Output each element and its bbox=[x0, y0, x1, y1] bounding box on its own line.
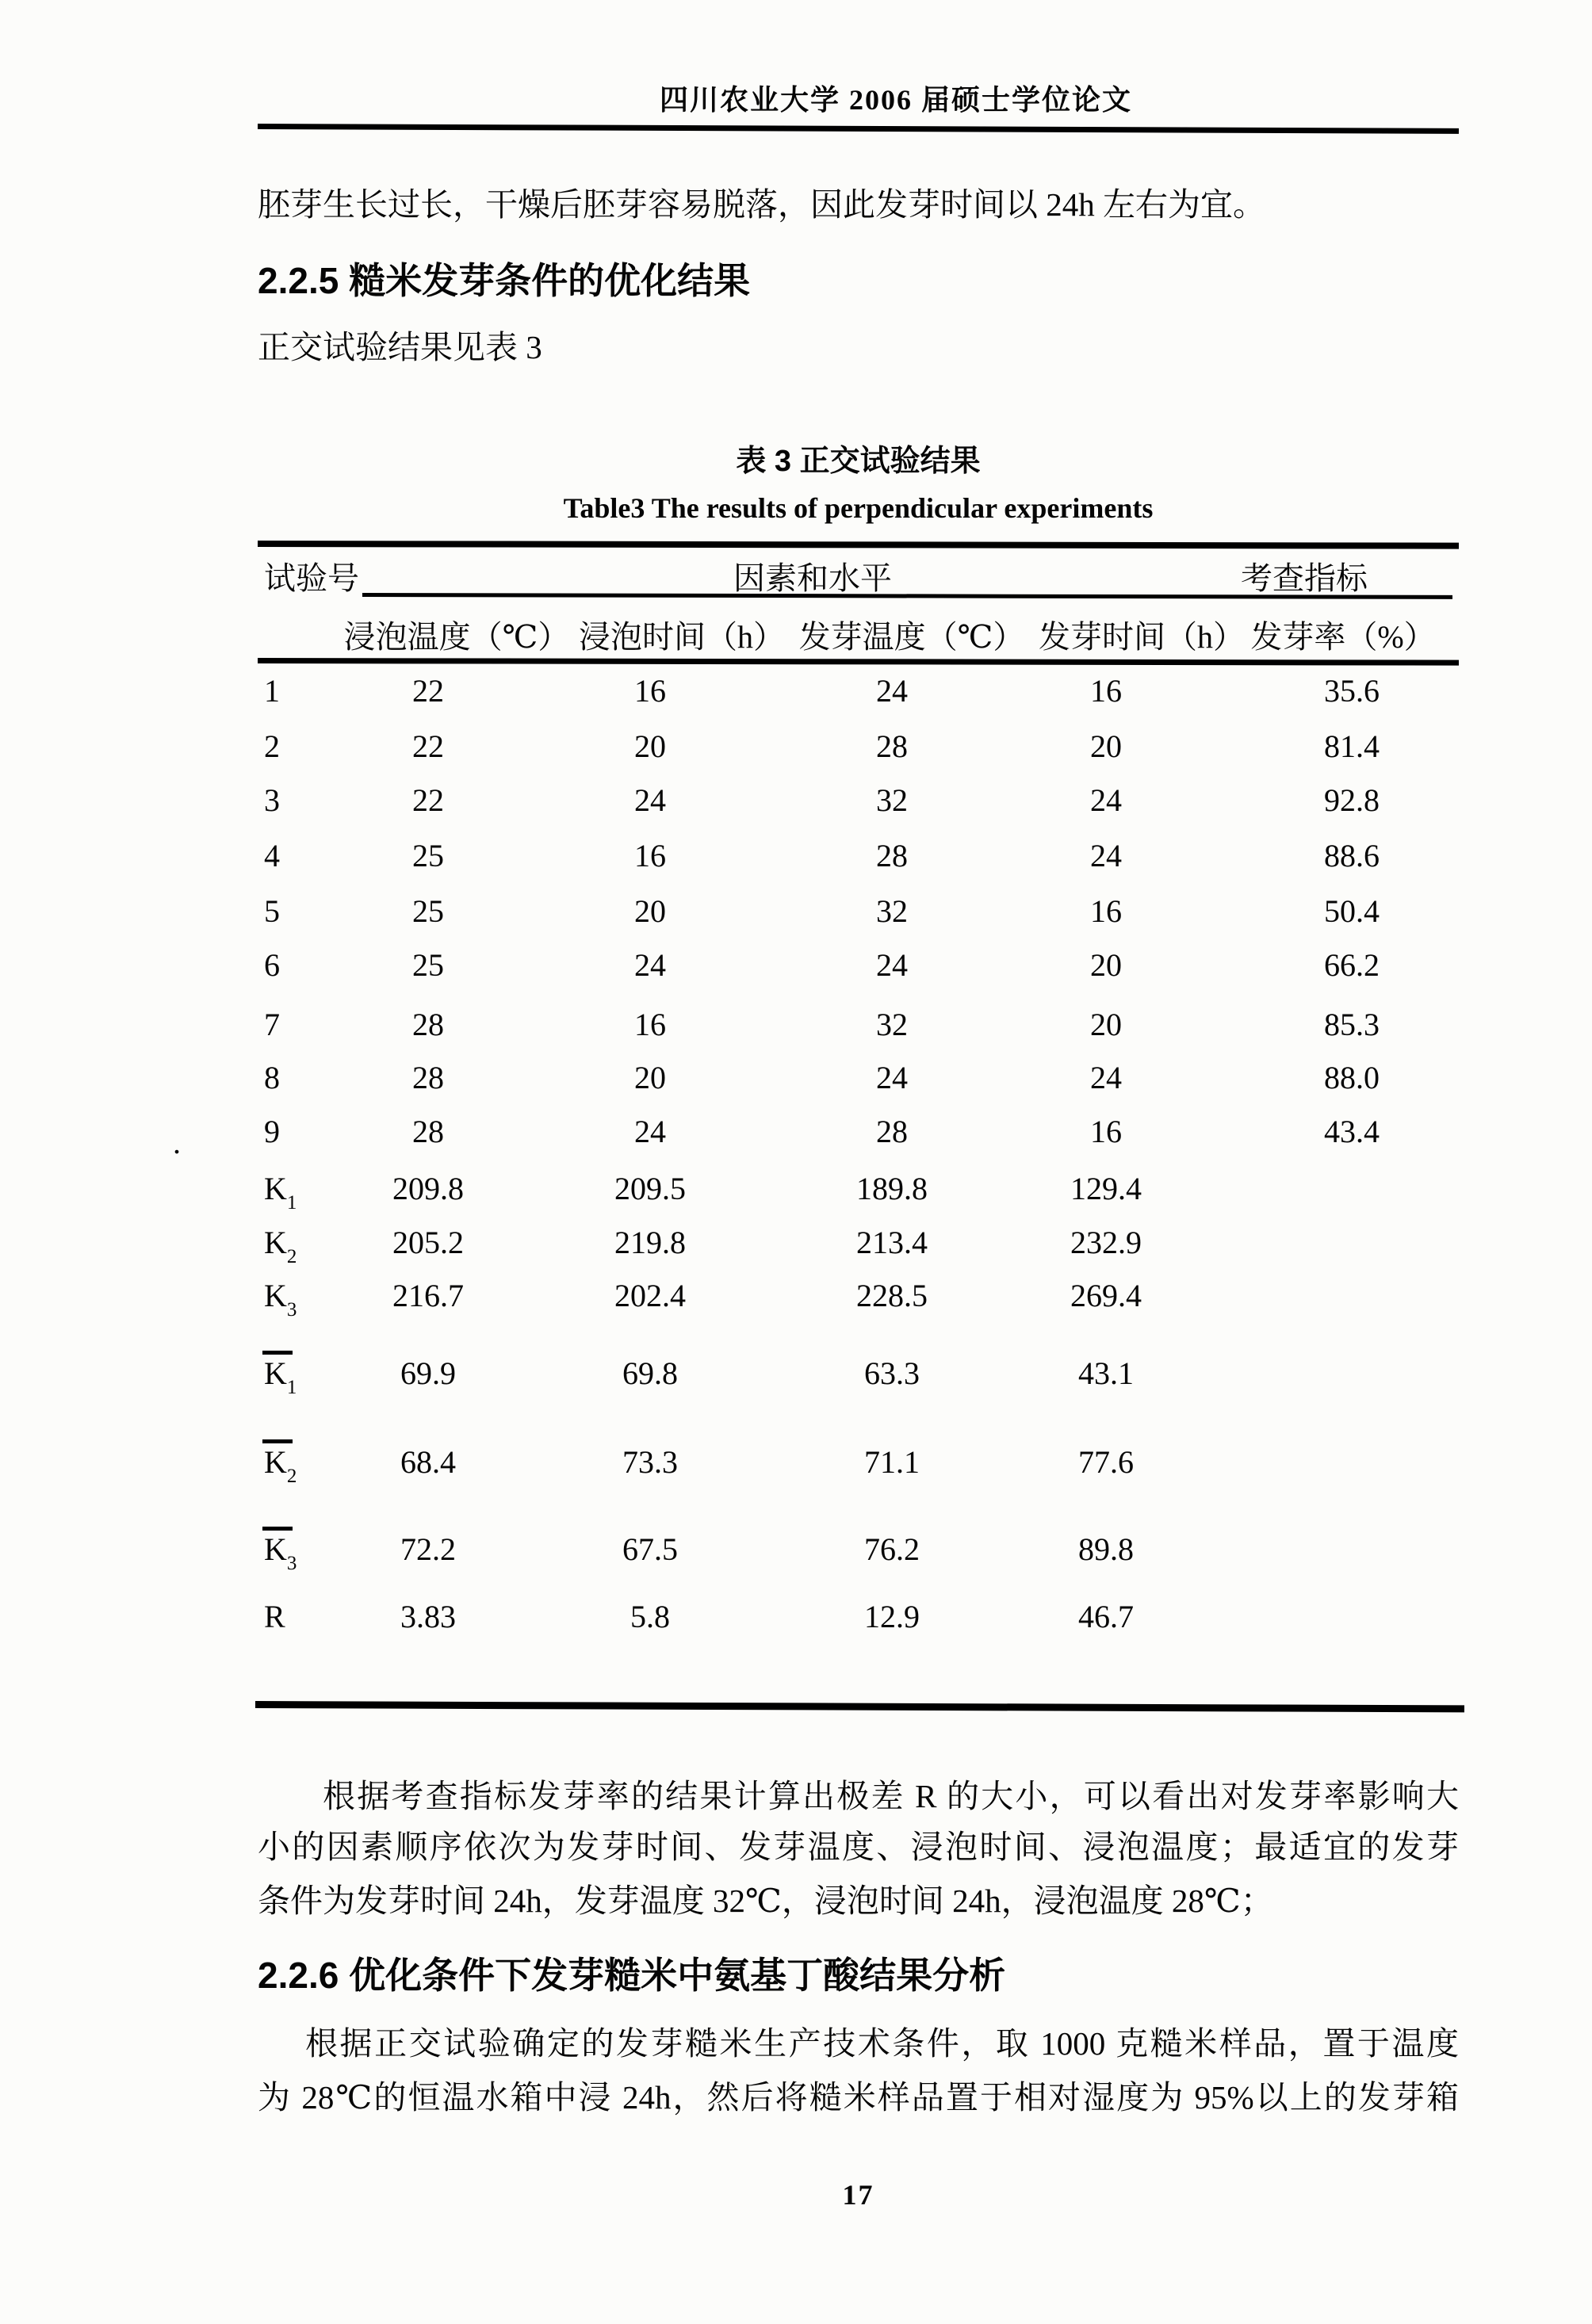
row-label: $K_2$ bbox=[264, 1225, 297, 1267]
table-row bbox=[258, 1590, 1459, 1644]
table-cell: 88.6 bbox=[1324, 838, 1380, 873]
factor-col-header: 浸泡时间（h） bbox=[579, 619, 785, 655]
table-row bbox=[258, 1435, 1459, 1489]
table-cell: 24 bbox=[876, 1060, 908, 1095]
table-cell: 35.6 bbox=[1324, 673, 1380, 709]
table-row bbox=[258, 1269, 1459, 1323]
table-row bbox=[258, 774, 1459, 828]
table-cell: 81.4 bbox=[1324, 728, 1380, 764]
table-cell: 92.8 bbox=[1324, 782, 1380, 818]
table-cell: 189.8 bbox=[856, 1171, 928, 1206]
table-cell: 32 bbox=[876, 893, 908, 929]
table-row bbox=[258, 720, 1459, 774]
factor-col-header: 发芽率（%） bbox=[1250, 619, 1436, 655]
row-label: $K_3$ bbox=[264, 1278, 297, 1321]
table-cell: 202.4 bbox=[614, 1278, 686, 1313]
table-cell: 219.8 bbox=[614, 1225, 686, 1260]
table-row bbox=[258, 1216, 1459, 1270]
row-label: 4 bbox=[264, 838, 280, 873]
table-cell: 46.7 bbox=[1078, 1599, 1134, 1634]
table-cell: 71.1 bbox=[864, 1444, 920, 1480]
table-cell: 213.4 bbox=[856, 1225, 928, 1260]
procedure-paragraph-line: 为 28℃的恒温水箱中浸 24h，然后将糙米样品置于相对湿度为 95%以上的发芽箱 bbox=[258, 2079, 1459, 2116]
section-heading-2-2-5: 2.2.5 糙米发芽条件的优化结果 bbox=[258, 260, 751, 301]
table-cell: 22 bbox=[412, 728, 444, 764]
scan-artifact-dot: . bbox=[173, 1125, 181, 1160]
row-label: 6 bbox=[264, 947, 280, 983]
table-cell: 85.3 bbox=[1324, 1007, 1380, 1042]
table-cell: 28 bbox=[412, 1060, 444, 1095]
table-cell: 43.4 bbox=[1324, 1114, 1380, 1149]
table-row bbox=[258, 829, 1459, 883]
row-label: 2 bbox=[264, 728, 280, 764]
table-row bbox=[258, 998, 1459, 1052]
table-cell: 66.2 bbox=[1324, 947, 1380, 983]
analysis-paragraph-line: 根据考查指标发芽率的结果计算出极差 R 的大小，可以看出对发芽率影响大 bbox=[323, 1778, 1459, 1814]
factor-col-header: 发芽时间（h） bbox=[1039, 619, 1245, 655]
table-cell: 72.2 bbox=[400, 1531, 456, 1567]
table-cell: 73.3 bbox=[622, 1444, 678, 1480]
row-label: 8 bbox=[264, 1060, 280, 1095]
table-cell: 232.9 bbox=[1070, 1225, 1142, 1260]
table-cell: 69.8 bbox=[622, 1355, 678, 1391]
table-caption-en: Table3 The results of perpendicular experiments bbox=[563, 492, 1154, 524]
table-cell: 28 bbox=[876, 1114, 908, 1149]
table-cell: 24 bbox=[634, 947, 666, 983]
table-cell: 25 bbox=[412, 947, 444, 983]
table-row bbox=[258, 1051, 1459, 1105]
table-cell: 28 bbox=[412, 1114, 444, 1149]
factor-col-header: 发芽温度（℃） bbox=[798, 619, 1025, 655]
row-label: $K_2$ bbox=[264, 1435, 297, 1489]
table-header-factors-group: 因素和水平 bbox=[733, 560, 892, 596]
table-cell: 28 bbox=[876, 838, 908, 873]
row-label: R bbox=[264, 1599, 285, 1634]
row-label: 3 bbox=[264, 782, 280, 818]
procedure-paragraph-line: 根据正交试验确定的发芽糙米生产技术条件，取 1000 克糙米样品，置于温度 bbox=[305, 2025, 1459, 2062]
row-label: 1 bbox=[264, 673, 280, 709]
table-cell: 20 bbox=[1090, 947, 1122, 983]
table-cell: 209.5 bbox=[614, 1171, 686, 1206]
analysis-paragraph-line: 小的因素顺序依次为发芽时间、发芽温度、浸泡时间、浸泡温度；最适宜的发芽 bbox=[258, 1829, 1459, 1865]
table-cell: 24 bbox=[1090, 1060, 1122, 1095]
header-rule bbox=[258, 124, 1459, 134]
table-row bbox=[258, 885, 1459, 938]
table-row bbox=[258, 1523, 1459, 1577]
row-label: 5 bbox=[264, 893, 280, 929]
table-cell: 25 bbox=[412, 838, 444, 873]
table-cell: 205.2 bbox=[392, 1225, 464, 1260]
row-label: 7 bbox=[264, 1007, 280, 1042]
table-cell: 20 bbox=[1090, 1007, 1122, 1042]
table-cell: 63.3 bbox=[864, 1355, 920, 1391]
table-cell: 216.7 bbox=[392, 1278, 464, 1313]
table-caption-cn: 表 3 正交试验结果 bbox=[736, 445, 981, 478]
table-cell: 20 bbox=[634, 728, 666, 764]
page-number: 17 bbox=[842, 2179, 874, 2211]
table-cell: 25 bbox=[412, 893, 444, 929]
table-cell: 20 bbox=[634, 1060, 666, 1095]
table-cell: 24 bbox=[1090, 838, 1122, 873]
analysis-paragraph-line: 条件为发芽时间 24h，发芽温度 32℃，浸泡时间 24h，浸泡温度 28℃； bbox=[258, 1883, 1273, 1919]
table-cell: 16 bbox=[634, 838, 666, 873]
table-cell: 209.8 bbox=[392, 1171, 464, 1206]
table-cell: 16 bbox=[1090, 893, 1122, 929]
factor-col-header: 浸泡温度（℃） bbox=[343, 619, 570, 655]
table-cell: 76.2 bbox=[864, 1531, 920, 1567]
table-cell: 5.8 bbox=[630, 1599, 670, 1634]
table-cell: 16 bbox=[1090, 1114, 1122, 1149]
table-row bbox=[258, 1162, 1459, 1216]
row-label: $K_1$ bbox=[264, 1347, 297, 1401]
table-cell: 24 bbox=[876, 673, 908, 709]
table-cell: 77.6 bbox=[1078, 1444, 1134, 1480]
table-cell: 32 bbox=[876, 1007, 908, 1042]
table-cell: 22 bbox=[412, 673, 444, 709]
table-cell: 20 bbox=[1090, 728, 1122, 764]
row-label: 9 bbox=[264, 1114, 280, 1149]
table-cell: 22 bbox=[412, 782, 444, 818]
table-top-rule bbox=[258, 541, 1459, 549]
table-cell: 269.4 bbox=[1070, 1278, 1142, 1313]
table-header-index-group: 考查指标 bbox=[1241, 560, 1368, 596]
table-cell: 228.5 bbox=[856, 1278, 928, 1313]
row-label: $K_1$ bbox=[264, 1171, 297, 1214]
table-row bbox=[258, 1347, 1459, 1401]
table-cell: 24 bbox=[876, 947, 908, 983]
table-cell: 89.8 bbox=[1078, 1531, 1134, 1567]
table-row bbox=[258, 938, 1459, 992]
table-lead-line: 正交试验结果见表 3 bbox=[258, 329, 542, 365]
table-cell: 28 bbox=[412, 1007, 444, 1042]
table-cell: 20 bbox=[634, 893, 666, 929]
table-cell: 12.9 bbox=[864, 1599, 920, 1634]
table-cell: 32 bbox=[876, 782, 908, 818]
table-cell: 69.9 bbox=[400, 1355, 456, 1391]
section-heading-2-2-6: 2.2.6 优化条件下发芽糙米中氨基丁酸结果分析 bbox=[258, 1955, 1006, 1996]
table-cell: 3.83 bbox=[400, 1599, 456, 1634]
table-header-trial-no: 试验号 bbox=[264, 560, 359, 596]
intro-paragraph-line: 胚芽生长过长，干燥后胚芽容易脱落，因此发芽时间以 24h 左右为宜。 bbox=[258, 186, 1265, 223]
table-cell: 50.4 bbox=[1324, 893, 1380, 929]
table-cell: 68.4 bbox=[400, 1444, 456, 1480]
table-row bbox=[258, 1105, 1459, 1159]
table-cell: 16 bbox=[634, 673, 666, 709]
table-cell: 88.0 bbox=[1324, 1060, 1380, 1095]
table-cell: 24 bbox=[1090, 782, 1122, 818]
table-row bbox=[258, 664, 1459, 718]
row-label: $K_3$ bbox=[264, 1523, 297, 1577]
table-cell: 24 bbox=[634, 782, 666, 818]
table-cell: 28 bbox=[876, 728, 908, 764]
table-bottom-rule bbox=[255, 1701, 1464, 1712]
table-cell: 16 bbox=[634, 1007, 666, 1042]
table-cell: 129.4 bbox=[1070, 1171, 1142, 1206]
table-cell: 67.5 bbox=[622, 1531, 678, 1567]
table-cell: 16 bbox=[1090, 673, 1122, 709]
running-header-title: 四川农业大学 2006 届硕士学位论文 bbox=[660, 84, 1133, 116]
table-cell: 43.1 bbox=[1078, 1355, 1134, 1391]
table-cell: 24 bbox=[634, 1114, 666, 1149]
